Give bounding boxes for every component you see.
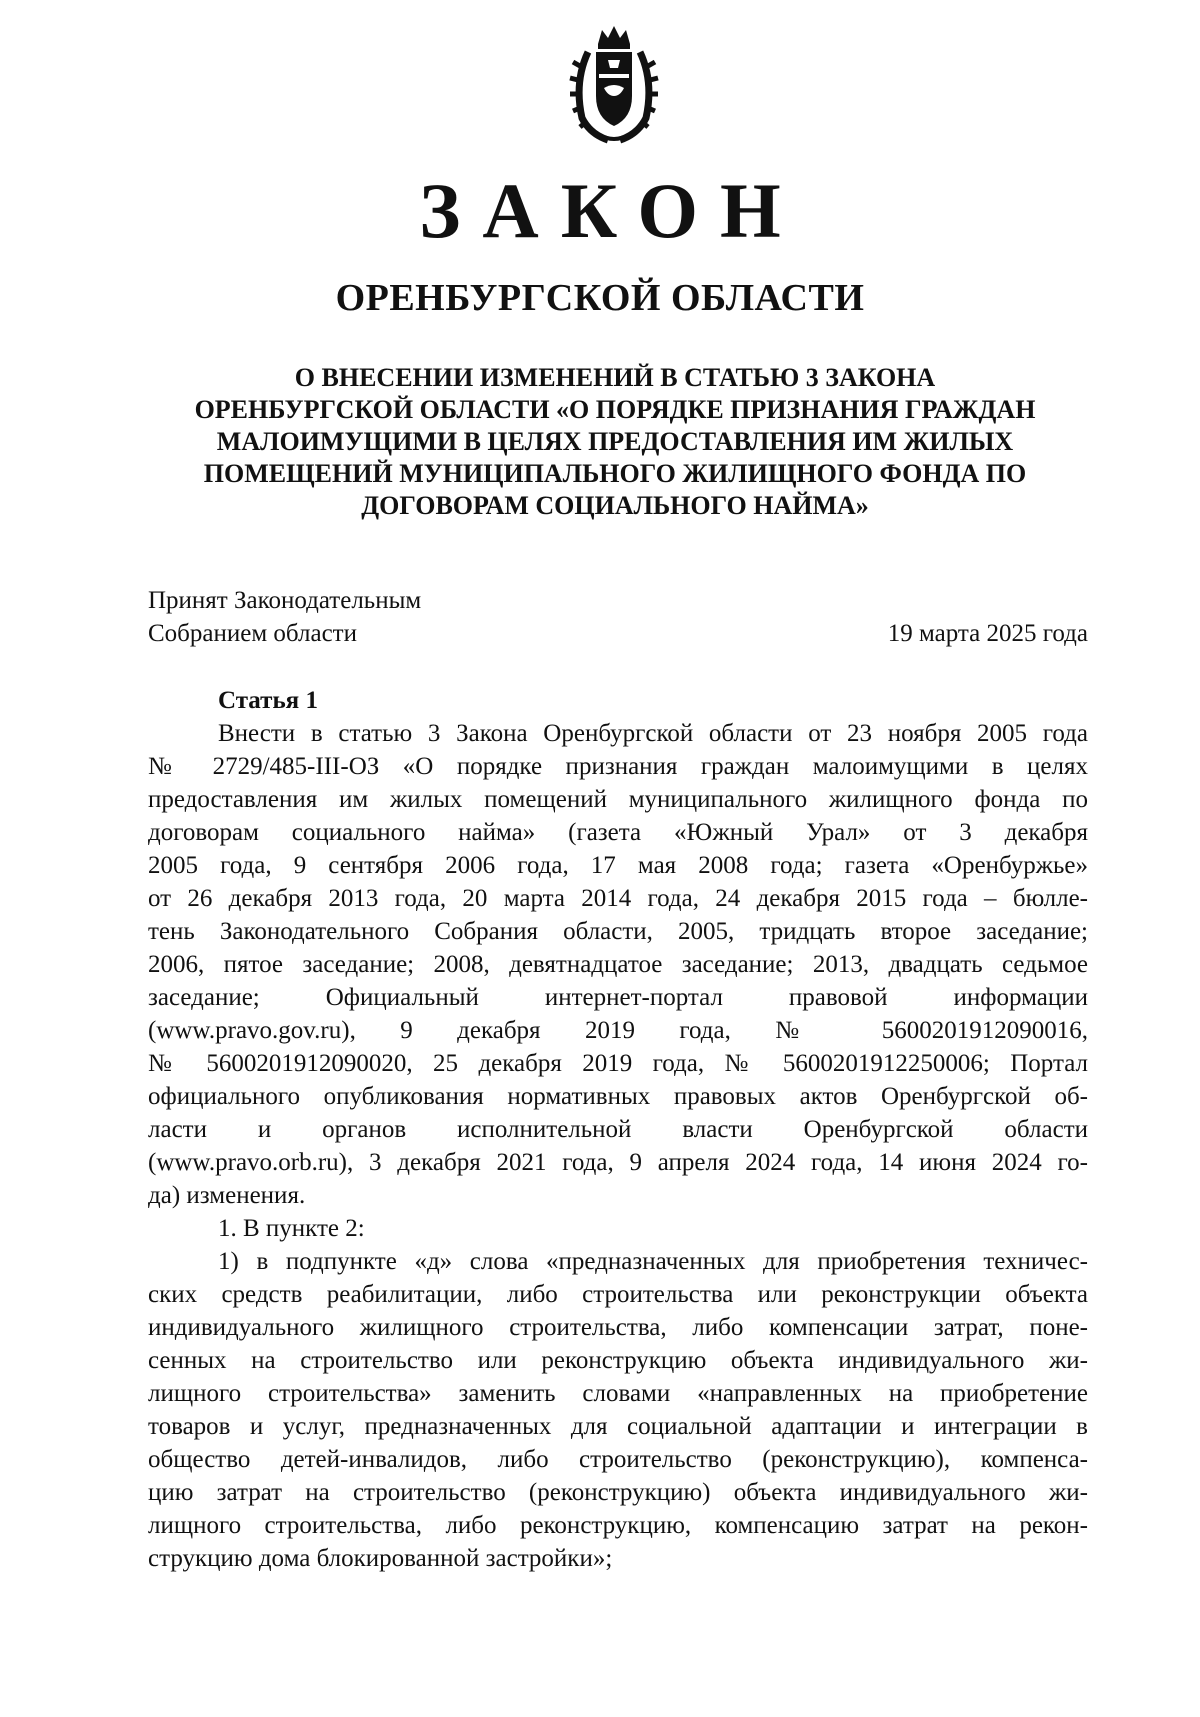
paragraph-line: тень Законодательного Собрания области, 2005, тридцать второе заседание; [148, 918, 1088, 945]
adopted-by-line2: Собранием области [148, 620, 357, 647]
paragraph-line: (www.pravo.orb.ru), 3 декабря 2021 года, 9 апреля 2024 года, 14 июня 2024 го- [148, 1149, 1088, 1176]
paragraph-line: официального опубликования нормативных правовых актов Оренбургской об- [148, 1083, 1088, 1110]
subitem-line: общество детей-инвалидов, либо строительство (реконструкцию), компенса- [148, 1446, 1088, 1473]
paragraph-line: 2005 года, 9 сентября 2006 года, 17 мая 2008 года; газета «Оренбуржье» [148, 852, 1088, 879]
paragraph-line: ласти и органов исполнительной власти Оренбургской области [148, 1116, 1088, 1143]
subitem-line: струкцию дома блокированной застройки»; [148, 1545, 613, 1572]
subitem-line: цию затрат на строительство (реконструкцию) объекта индивидуального жи- [148, 1479, 1088, 1506]
coat-of-arms-emblem [568, 22, 660, 146]
paragraph-line: заседание; Официальный интернет-портал правовой информации [148, 984, 1088, 1011]
document-subtitle: ОРЕНБУРГСКОЙ ОБЛАСТИ [335, 277, 865, 319]
paragraph-line: № 5600201912090020, 25 декабря 2019 года, № 5600201912250006; Портал [148, 1050, 1088, 1077]
subitem-line: лищного строительства» заменить словами «направленных на приобретение [148, 1380, 1088, 1407]
paragraph-line: (www.pravo.gov.ru), 9 декабря 2019 года, № 5600201912090016, [148, 1017, 1088, 1044]
subitem-line: лищного строительства, либо реконструкцию, компенсацию затрат на рекон- [148, 1512, 1088, 1539]
adopted-by-line1: Принят Законодательным [148, 587, 422, 614]
subitem-line: индивидуального жилищного строительства, либо компенсации затрат, поне- [148, 1314, 1088, 1341]
heading-line: ДОГОВОРАМ СОЦИАЛЬНОГО НАЙМА» [361, 491, 869, 520]
subitem-line: сенных на строительство или реконструкцию объекта индивидуального жи- [148, 1347, 1088, 1374]
adoption-date: 19 марта 2025 года [887, 620, 1088, 647]
document-title: ЗАКОН [419, 167, 803, 254]
heading-line: МАЛОИМУЩИМИ В ЦЕЛЯХ ПРЕДОСТАВЛЕНИЯ ИМ ЖИЛЫХ [216, 427, 1014, 456]
heading-line: ОРЕНБУРГСКОЙ ОБЛАСТИ «О ПОРЯДКЕ ПРИЗНАНИЯ ГРАЖДАН [194, 395, 1036, 424]
paragraph-line: от 26 декабря 2013 года, 20 марта 2014 года, 24 декабря 2015 года – бюлле- [148, 885, 1088, 912]
document-body [148, 684, 1088, 1575]
heading-line: О ВНЕСЕНИИ ИЗМЕНЕНИЙ В СТАТЬЮ 3 ЗАКОНА [294, 363, 936, 392]
article-title: Статья 1 [218, 687, 318, 714]
paragraph-line: № 2729/485-III-ОЗ «О порядке признания граждан малоимущими в целях [148, 753, 1088, 780]
paragraph-line: Внести в статью 3 Закона Оренбургской области от 23 ноября 2005 года [218, 720, 1088, 747]
paragraph-line: 2006, пятое заседание; 2008, девятнадцатое заседание; 2013, двадцать седьмое [148, 951, 1088, 978]
paragraph-line: да) изменения. [148, 1182, 306, 1209]
law-heading [150, 362, 1080, 522]
adoption-block [148, 584, 1088, 650]
item-1: 1. В пункте 2: [218, 1215, 365, 1242]
subitem-line: 1) в подпункте «д» слова «предназначенных для приобретения техничес- [218, 1248, 1088, 1275]
subitem-line: товаров и услуг, предназначенных для социальной адаптации и интеграции в [148, 1413, 1088, 1440]
subitem-line: ских средств реабилитации, либо строительства или реконструкции объекта [148, 1281, 1088, 1308]
paragraph-line: договорам социального найма» (газета «Южный Урал» от 3 декабря [148, 819, 1088, 846]
heading-line: ПОМЕЩЕНИЙ МУНИЦИПАЛЬНОГО ЖИЛИЩНОГО ФОНДА ПО [203, 459, 1027, 488]
paragraph-line: предоставления им жилых помещений муниципального жилищного фонда по [148, 786, 1088, 813]
